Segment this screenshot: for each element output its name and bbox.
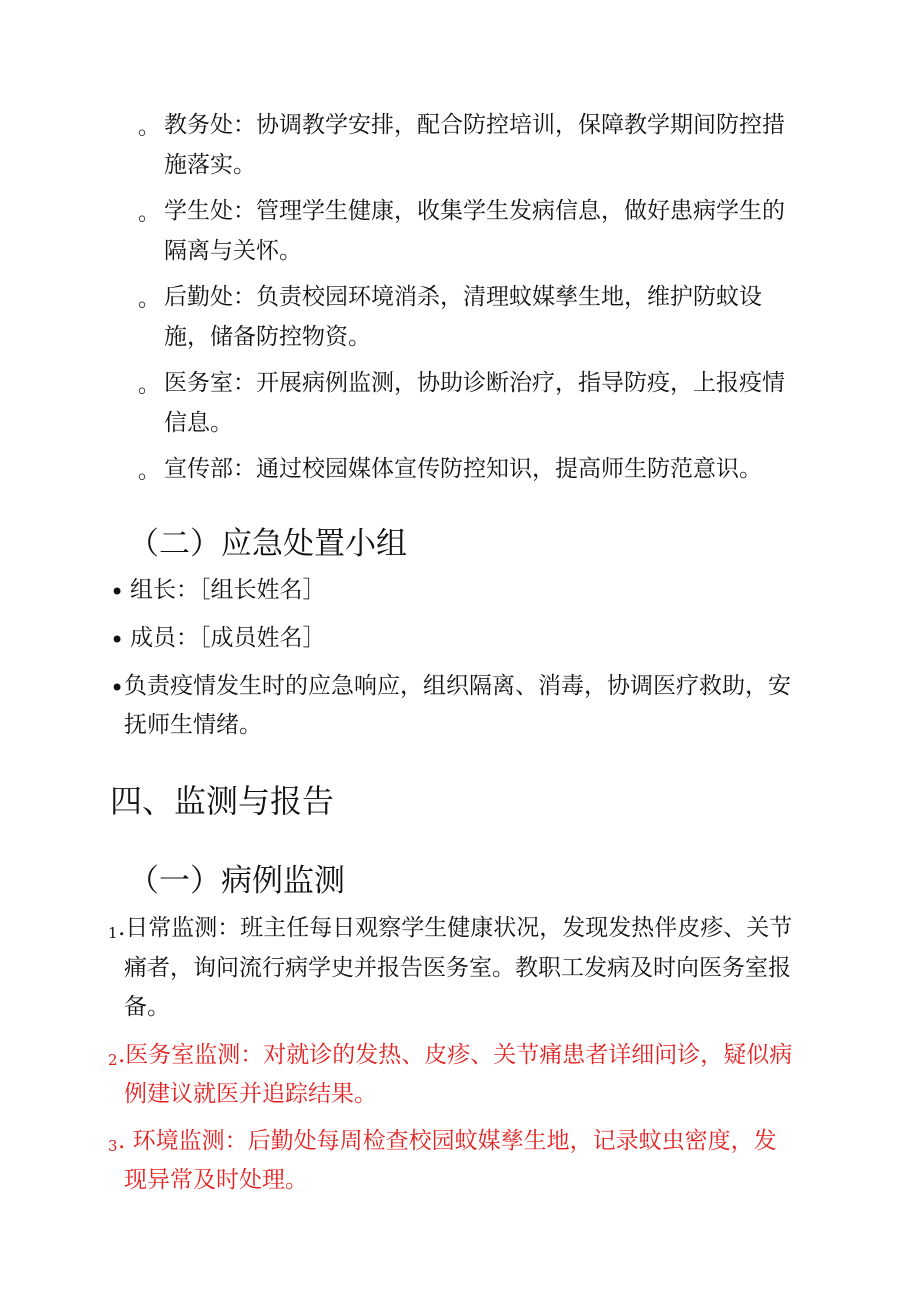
duty-line: 负责疫情发生时的应急响应，组织隔离、消毒，协调医疗救助，安 — [124, 673, 791, 699]
list-item-line: 信息。 — [164, 410, 233, 436]
members-line: 成员：［成员姓名］ — [130, 625, 326, 651]
item-number: 2 — [108, 1051, 118, 1069]
list-item-line: 医务室：开展病例监测，协助诊断治疗，指导防疫，上报疫情 — [164, 370, 785, 396]
item-number: 1 — [108, 924, 118, 942]
list-item-line: .日常监测：班主任每日观察学生健康状况，发现发热伴皮疹、关节 — [118, 915, 793, 941]
section-heading: （二）应急处置小组 — [128, 526, 407, 562]
list-item-line: 备。 — [124, 994, 170, 1020]
list-item-line: .医务室监测：对就诊的发热、皮疹、关节痛患者详细问诊，疑似病 — [118, 1042, 793, 1068]
list-marker: 。 — [138, 115, 161, 140]
list-marker: 。 — [138, 201, 161, 226]
bullet-icon: • — [110, 626, 125, 654]
list-item-line: 施落实。 — [164, 152, 256, 178]
list-item-line: 隔离与关怀。 — [164, 238, 302, 264]
list-item-line: 学生处：管理学生健康，收集学生发病信息，做好患病学生的 — [164, 198, 785, 224]
list-marker: 。 — [138, 459, 161, 484]
bullet-icon: • — [110, 578, 125, 606]
item-number: 3 — [108, 1137, 118, 1155]
section-heading: （一）病例监测 — [128, 863, 345, 899]
list-item-line: 痛者，询问流行病学史并报告医务室。教职工发病及时向医务室报 — [124, 955, 791, 981]
list-item-line: 施，储备防控物资。 — [164, 324, 371, 350]
list-item-line: 现异常及时处理。 — [124, 1167, 308, 1193]
bullet-icon: • — [110, 674, 125, 702]
list-marker: 。 — [138, 287, 161, 312]
leader-line: 组长：［组长姓名］ — [130, 577, 326, 603]
list-item-line: 宣传部：通过校园媒体宣传防控知识，提高师生防范意识。 — [164, 456, 762, 482]
duty-line: 抚师生情绪。 — [124, 712, 262, 738]
list-marker: 。 — [138, 373, 161, 398]
list-item-line: 例建议就医并追踪结果。 — [124, 1081, 377, 1107]
list-item-line: 教务处：协调教学安排，配合防控培训，保障教学期间防控措 — [164, 112, 785, 138]
chapter-heading: 四、监测与报告 — [110, 782, 335, 820]
list-item-line: . 环境监测：后勤处每周检查校园蚊媒孳生地，记录蚊虫密度，发 — [118, 1128, 777, 1154]
list-item-line: 后勤处：负责校园环境消杀，清理蚊媒孳生地，维护防蚊设 — [164, 284, 762, 310]
